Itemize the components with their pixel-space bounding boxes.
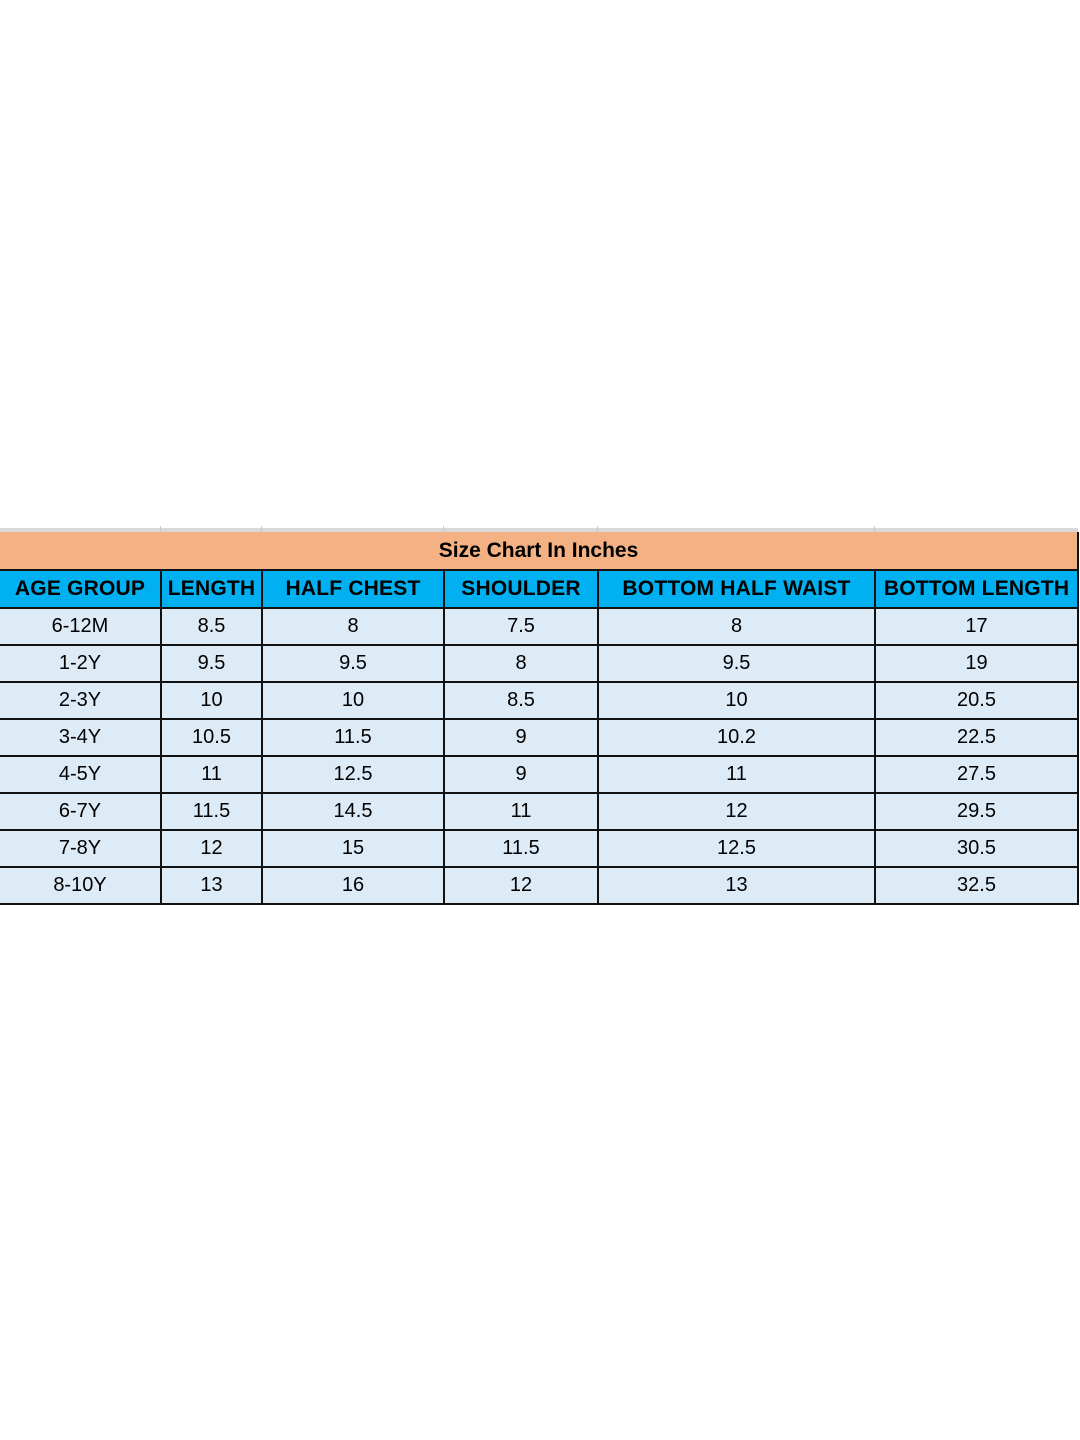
cell-length: 11.5 bbox=[161, 793, 262, 830]
cell-shoulder: 9 bbox=[444, 756, 598, 793]
column-header-shoulder: SHOULDER bbox=[444, 570, 598, 608]
cell-bottom-length: 20.5 bbox=[875, 682, 1078, 719]
cell-shoulder: 12 bbox=[444, 867, 598, 904]
cell-age-group: 8-10Y bbox=[0, 867, 161, 904]
cell-shoulder: 9 bbox=[444, 719, 598, 756]
cell-bottom-length: 22.5 bbox=[875, 719, 1078, 756]
cell-bottom-half-waist: 8 bbox=[598, 608, 875, 645]
cell-shoulder: 8 bbox=[444, 645, 598, 682]
cell-bottom-length: 30.5 bbox=[875, 830, 1078, 867]
cell-bottom-half-waist: 13 bbox=[598, 867, 875, 904]
cell-length: 9.5 bbox=[161, 645, 262, 682]
column-header-length: LENGTH bbox=[161, 570, 262, 608]
column-header-age-group: AGE GROUP bbox=[0, 570, 161, 608]
cell-bottom-length: 19 bbox=[875, 645, 1078, 682]
cell-shoulder: 7.5 bbox=[444, 608, 598, 645]
cell-bottom-half-waist: 10 bbox=[598, 682, 875, 719]
cell-age-group: 1-2Y bbox=[0, 645, 161, 682]
cell-half-chest: 10 bbox=[262, 682, 444, 719]
table-row bbox=[0, 645, 1078, 682]
cell-age-group: 4-5Y bbox=[0, 756, 161, 793]
cell-length: 13 bbox=[161, 867, 262, 904]
cell-half-chest: 9.5 bbox=[262, 645, 444, 682]
cell-half-chest: 15 bbox=[262, 830, 444, 867]
cell-length: 10.5 bbox=[161, 719, 262, 756]
cell-bottom-length: 17 bbox=[875, 608, 1078, 645]
cell-bottom-length: 32.5 bbox=[875, 867, 1078, 904]
cell-half-chest: 14.5 bbox=[262, 793, 444, 830]
cell-age-group: 7-8Y bbox=[0, 830, 161, 867]
column-header-bottom-half-waist: BOTTOM HALF WAIST bbox=[598, 570, 875, 608]
cell-age-group: 3-4Y bbox=[0, 719, 161, 756]
cell-bottom-half-waist: 10.2 bbox=[598, 719, 875, 756]
cell-shoulder: 11 bbox=[444, 793, 598, 830]
cell-half-chest: 8 bbox=[262, 608, 444, 645]
table-title: Size Chart In Inches bbox=[0, 532, 1078, 570]
cell-shoulder: 8.5 bbox=[444, 682, 598, 719]
cell-bottom-half-waist: 12 bbox=[598, 793, 875, 830]
table-row bbox=[0, 830, 1078, 867]
cell-bottom-half-waist: 12.5 bbox=[598, 830, 875, 867]
table-row bbox=[0, 867, 1078, 904]
cell-age-group: 2-3Y bbox=[0, 682, 161, 719]
title-row bbox=[0, 532, 1078, 570]
cell-half-chest: 16 bbox=[262, 867, 444, 904]
cell-length: 11 bbox=[161, 756, 262, 793]
table-row bbox=[0, 682, 1078, 719]
header-row bbox=[0, 570, 1078, 608]
cell-bottom-half-waist: 9.5 bbox=[598, 645, 875, 682]
cell-half-chest: 11.5 bbox=[262, 719, 444, 756]
cell-length: 10 bbox=[161, 682, 262, 719]
table-row bbox=[0, 793, 1078, 830]
cell-bottom-half-waist: 11 bbox=[598, 756, 875, 793]
column-header-half-chest: HALF CHEST bbox=[262, 570, 444, 608]
cell-shoulder: 11.5 bbox=[444, 830, 598, 867]
cell-age-group: 6-12M bbox=[0, 608, 161, 645]
cell-length: 8.5 bbox=[161, 608, 262, 645]
cell-bottom-length: 27.5 bbox=[875, 756, 1078, 793]
table-row bbox=[0, 719, 1078, 756]
cell-half-chest: 12.5 bbox=[262, 756, 444, 793]
cell-bottom-length: 29.5 bbox=[875, 793, 1078, 830]
table-row bbox=[0, 756, 1078, 793]
column-header-bottom-length: BOTTOM LENGTH bbox=[875, 570, 1078, 608]
cell-length: 12 bbox=[161, 830, 262, 867]
table-row bbox=[0, 608, 1078, 645]
cell-age-group: 6-7Y bbox=[0, 793, 161, 830]
size-chart-table bbox=[0, 532, 1079, 905]
